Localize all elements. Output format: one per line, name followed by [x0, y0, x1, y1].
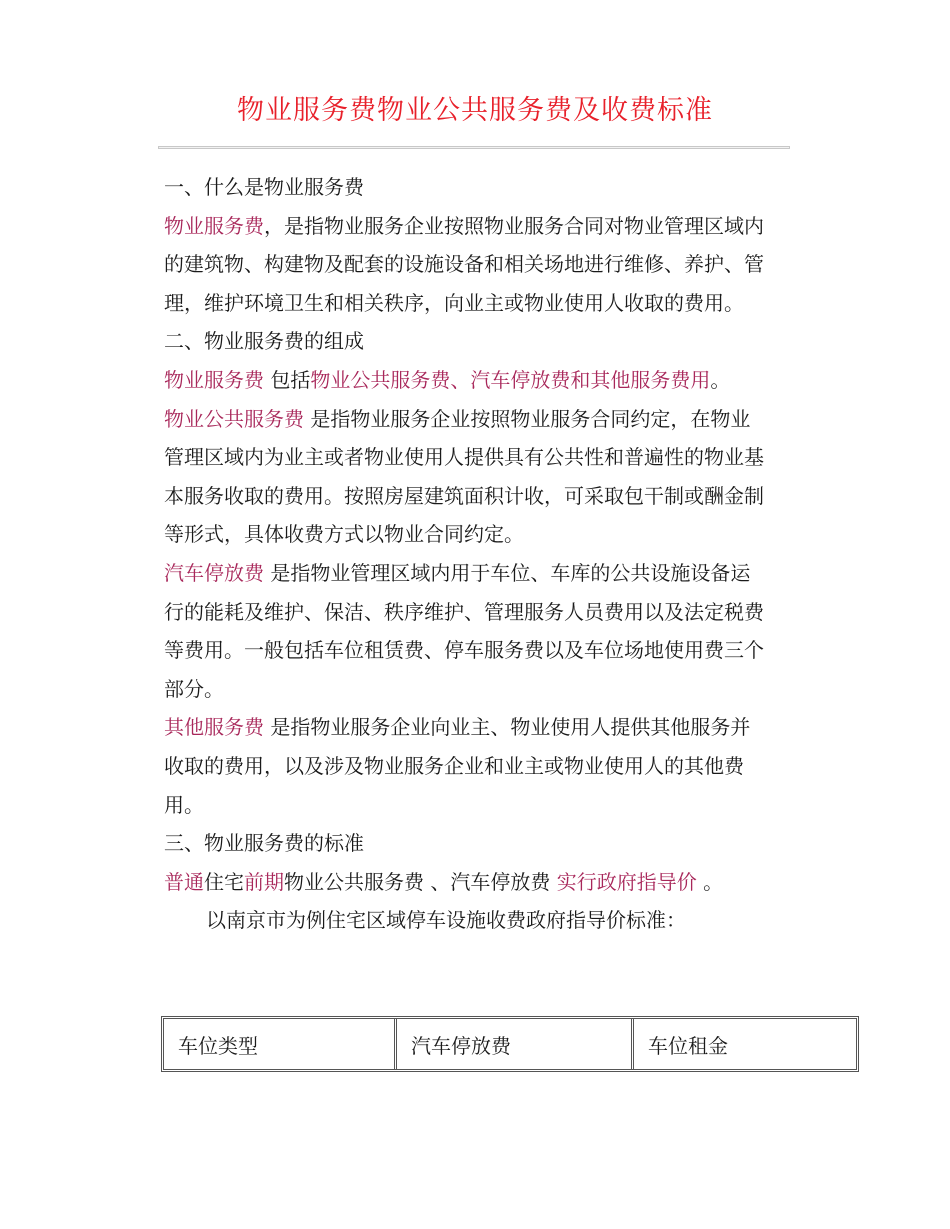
paragraph-parking-fee: 汽车停放费 是指物业管理区域内用于车位、车库的公共设施设备运行的能耗及维护、保洁、秩序维护、管理服务人员费用以及法定税费等费用。一般包括车位租赁费、停车服务费以及车位场地使用费三个部分。	[164, 560, 764, 701]
section-heading-3: 三、物业服务费的标准	[164, 831, 364, 856]
header-cell: 汽车停放费	[397, 1019, 634, 1069]
header-cell: 车位租金	[648, 1033, 728, 1058]
link-term[interactable]: 前期	[244, 869, 284, 894]
link-term[interactable]: 实行政府指导价	[556, 869, 697, 894]
link-term[interactable]: 物业服务费	[164, 367, 264, 392]
page-title: 物业服务费物业公共服务费及收费标准	[237, 95, 713, 126]
link-term[interactable]: 普通	[164, 869, 204, 894]
paragraph-public-fee: 物业公共服务费 是指物业服务企业按照物业服务合同约定，在物业管理区域内为业主或者物业使用人提供具有公共性和普遍性的物业基本服务收取的费用。按照房屋建筑面积计收，可采取包干制或酬金制等形式，具体收费方式以物业合同约定。	[164, 406, 764, 547]
header-cell: 车位类型	[164, 1019, 397, 1069]
paragraph-composition: 物业服务费 包括物业公共服务费、汽车停放费和其他服务费用。	[164, 367, 731, 392]
link-term[interactable]: 物业公共服务费、汽车停放费和其他服务费用	[310, 367, 711, 392]
title-divider	[158, 146, 790, 149]
link-term[interactable]: 物业服务费	[164, 213, 264, 238]
paragraph-other-fee: 其他服务费 是指物业服务企业向业主、物业使用人提供其他服务并收取的费用，以及涉及物业服务企业和业主或物业使用人的其他费用。	[164, 715, 751, 817]
parking-fee-table	[161, 1016, 859, 1072]
document-body	[164, 168, 764, 940]
section-heading-1: 一、什么是物业服务费	[164, 175, 364, 199]
link-term[interactable]: 汽车停放费	[164, 560, 264, 585]
table-caption: 以南京市为例住宅区域停车设施收费政府指导价标准：	[206, 908, 686, 933]
link-term[interactable]: 物业公共服务费	[164, 406, 304, 431]
section-heading-2: 二、物业服务费的组成	[164, 329, 364, 354]
link-term[interactable]: 其他服务费	[164, 715, 264, 740]
paragraph-standard: 普通住宅前期物业公共服务费 、汽车停放费 实行政府指导价 。	[164, 869, 724, 894]
table-header-row	[164, 1019, 856, 1069]
paragraph-definition: 物业服务费，是指物业服务企业按照物业服务合同对物业管理区域内的建筑物、构建物及配套的设施设备和相关场地进行维修、养护、管理，维护环境卫生和相关秩序，向业主或物业使用人收取的费用。	[164, 213, 764, 315]
